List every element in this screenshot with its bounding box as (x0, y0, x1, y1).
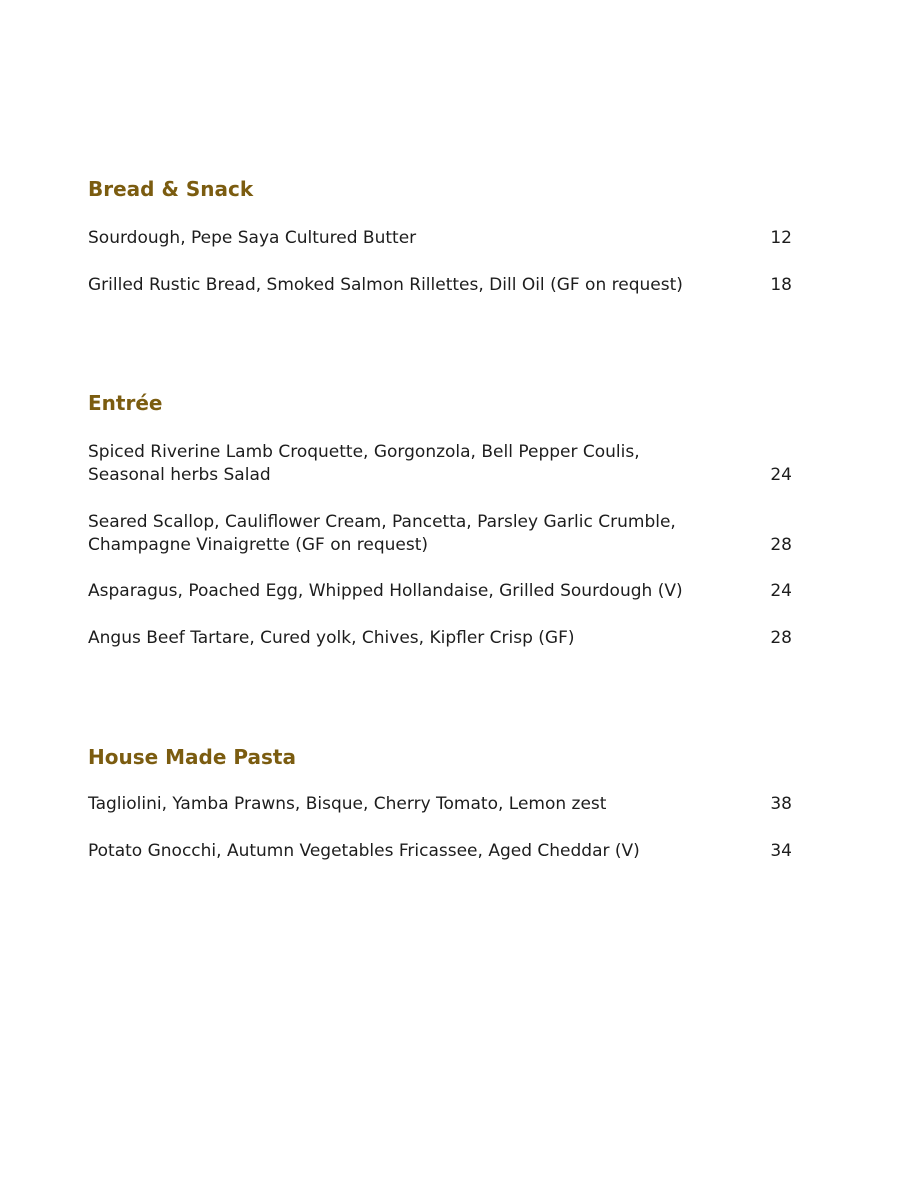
menu-item (88, 227, 798, 250)
menu-item-price: 24 (770, 465, 792, 485)
menu-item-name: Asparagus, Poached Egg, Whipped Hollandaise, Grilled Sourdough (V) (88, 581, 683, 601)
menu-item (88, 441, 798, 487)
menu-item-name: Grilled Rustic Bread, Smoked Salmon Rillettes, Dill Oil (GF on request) (88, 275, 683, 295)
menu-item-price: 28 (770, 628, 792, 648)
menu-item (88, 840, 798, 863)
menu-item-price: 18 (770, 275, 792, 295)
menu-section-bread-snack (88, 177, 798, 297)
menu-item-name: Angus Beef Tartare, Cured yolk, Chives, Kipfler Crisp (GF) (88, 628, 575, 648)
menu-item-price: 24 (770, 581, 792, 601)
menu-item (88, 793, 798, 816)
menu-section-entree (88, 391, 798, 650)
menu-section-house-made-pasta (88, 745, 798, 863)
menu-item-name: Seared Scallop, Cauliflower Cream, Pancetta, Parsley Garlic Crumble, Champagne Vinaigrette (GF on request) (88, 512, 676, 555)
menu-item-price: 34 (770, 841, 792, 861)
menu-item (88, 274, 798, 297)
menu-item (88, 627, 798, 650)
menu-item-name: Spiced Riverine Lamb Croquette, Gorgonzola, Bell Pepper Coulis, Seasonal herbs Salad (88, 442, 640, 485)
menu-item-name: Tagliolini, Yamba Prawns, Bisque, Cherry Tomato, Lemon zest (88, 794, 607, 814)
menu-item-price: 12 (770, 228, 792, 248)
section-title: Bread & Snack (88, 177, 254, 201)
menu-item-price: 28 (770, 535, 792, 555)
menu-item-price: 38 (770, 794, 792, 814)
menu-item-name: Potato Gnocchi, Autumn Vegetables Fricassee, Aged Cheddar (V) (88, 841, 640, 861)
menu-item (88, 580, 798, 603)
menu-item-name: Sourdough, Pepe Saya Cultured Butter (88, 228, 417, 248)
section-title: House Made Pasta (88, 745, 296, 769)
section-title: Entrée (88, 391, 163, 415)
menu-item (88, 511, 798, 557)
